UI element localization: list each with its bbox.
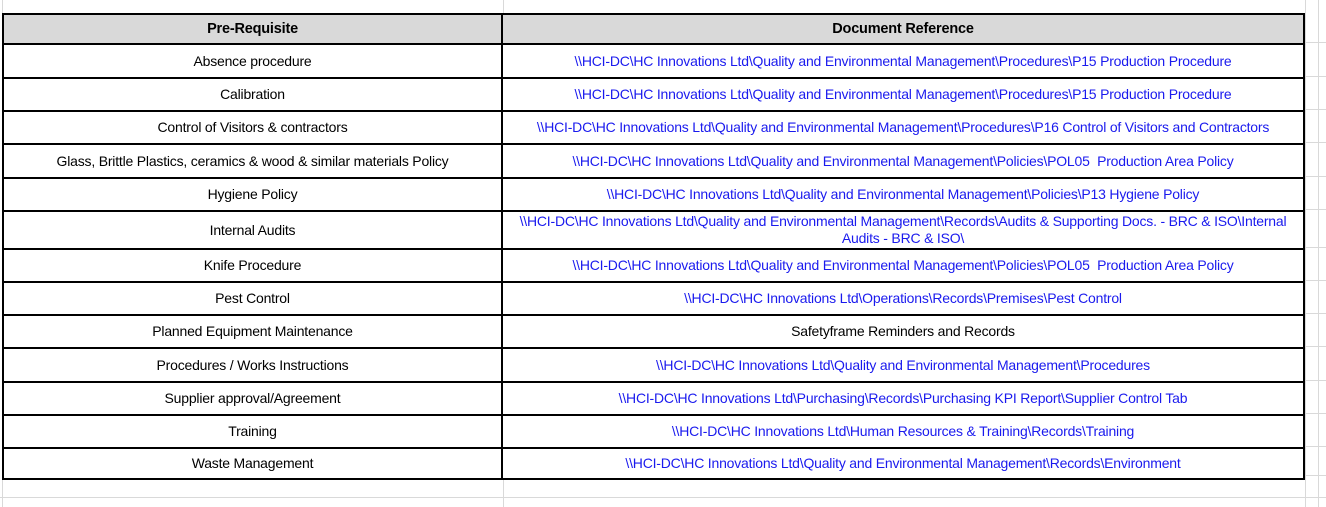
table-header-row — [4, 15, 1303, 45]
reference-link[interactable]: \\HCI-DC\HC Innovations Ltd\Quality and Environmental Management\Procedures — [656, 356, 1150, 373]
spreadsheet-table — [2, 13, 1305, 480]
prerequisite-cell: Control of Visitors & contractors — [4, 112, 503, 143]
table-row — [4, 145, 1303, 179]
gridline — [1305, 413, 1326, 414]
gridline — [1305, 313, 1326, 314]
prerequisite-cell: Knife Procedure — [4, 250, 503, 281]
prerequisite-cell: Calibration — [4, 79, 503, 110]
prerequisite-cell: Absence procedure — [4, 45, 503, 77]
gridline — [1305, 280, 1326, 281]
prerequisite-cell: Glass, Brittle Plastics, ceramics & wood & similar materials Policy — [4, 145, 503, 177]
prerequisite-cell: Training — [4, 416, 503, 447]
table-row — [4, 416, 1303, 449]
table-row — [4, 283, 1303, 316]
gridline — [1305, 247, 1326, 248]
table-row — [4, 79, 1303, 112]
reference-link[interactable]: \\HCI-DC\HC Innovations Ltd\Operations\Records\Premises\Pest Control — [684, 290, 1122, 306]
gridline — [1305, 176, 1326, 177]
table-row — [4, 112, 1303, 145]
reference-link[interactable]: \\HCI-DC\HC Innovations Ltd\Quality and Environmental Management\Records\Audits & Supporting Docs. - BRC & ISO\Internal Audits - BRC & ISO\ — [519, 213, 1290, 246]
reference-link[interactable]: \\HCI-DC\HC Innovations Ltd\Quality and Environmental Management\Procedures\P15 Production Procedure — [574, 52, 1232, 69]
gridline — [1305, 209, 1326, 210]
gridline — [1305, 109, 1326, 110]
reference-link[interactable]: \\HCI-DC\HC Innovations Ltd\Quality and Environmental Management\Procedures\P15 Production Procedure — [574, 86, 1232, 102]
prerequisite-cell: Pest Control — [4, 283, 503, 314]
reference-link[interactable]: \\HCI-DC\HC Innovations Ltd\Quality and Environmental Management\Procedures\P16 Control of Visitors and Contractors — [536, 119, 1270, 135]
gridline — [1305, 446, 1326, 447]
table-row — [4, 316, 1303, 349]
reference-link[interactable]: \\HCI-DC\HC Innovations Ltd\Quality and Environmental Management\Policies\P13 Hygiene Policy — [606, 186, 1200, 202]
gridline — [1305, 380, 1326, 381]
table-row — [4, 212, 1303, 250]
gridline — [1305, 42, 1326, 43]
table-row — [4, 45, 1303, 79]
table-row — [4, 383, 1303, 416]
table-row — [4, 250, 1303, 283]
prerequisite-cell: Planned Equipment Maintenance — [4, 316, 503, 347]
prerequisite-cell: Hygiene Policy — [4, 179, 503, 210]
gridline — [1305, 142, 1326, 143]
table-row — [4, 449, 1303, 478]
gridline — [1305, 76, 1326, 77]
prerequisite-cell: Waste Management — [4, 449, 503, 478]
reference-link[interactable]: \\HCI-DC\HC Innovations Ltd\Quality and Environmental Management\Records\Environment — [625, 455, 1181, 471]
gridline — [0, 497, 1326, 498]
table-row — [4, 179, 1303, 212]
table-row — [4, 349, 1303, 383]
prerequisite-cell: Supplier approval/Agreement — [4, 383, 503, 414]
reference-link[interactable]: \\HCI-DC\HC Innovations Ltd\Quality and Environmental Management\Policies\POL05 Production Area Policy — [572, 257, 1234, 273]
prerequisite-cell: Procedures / Works Instructions — [4, 349, 503, 381]
reference-header: Document Reference — [503, 15, 1303, 43]
reference-link[interactable]: \\HCI-DC\HC Innovations Ltd\Quality and Environmental Management\Policies\POL05 Production Area Policy — [572, 152, 1234, 169]
reference-link[interactable]: \\HCI-DC\HC Innovations Ltd\Human Resources & Training\Records\Training — [671, 423, 1135, 439]
prerequisite-cell: Internal Audits — [4, 212, 503, 248]
prerequisite-header: Pre-Requisite — [4, 15, 503, 43]
gridline — [1305, 346, 1326, 347]
gridline — [1305, 475, 1326, 476]
reference-link[interactable]: \\HCI-DC\HC Innovations Ltd\Purchasing\Records\Purchasing KPI Report\Supplier Control Tab — [618, 390, 1188, 406]
reference-text: Safetyframe Reminders and Records — [791, 323, 1015, 339]
